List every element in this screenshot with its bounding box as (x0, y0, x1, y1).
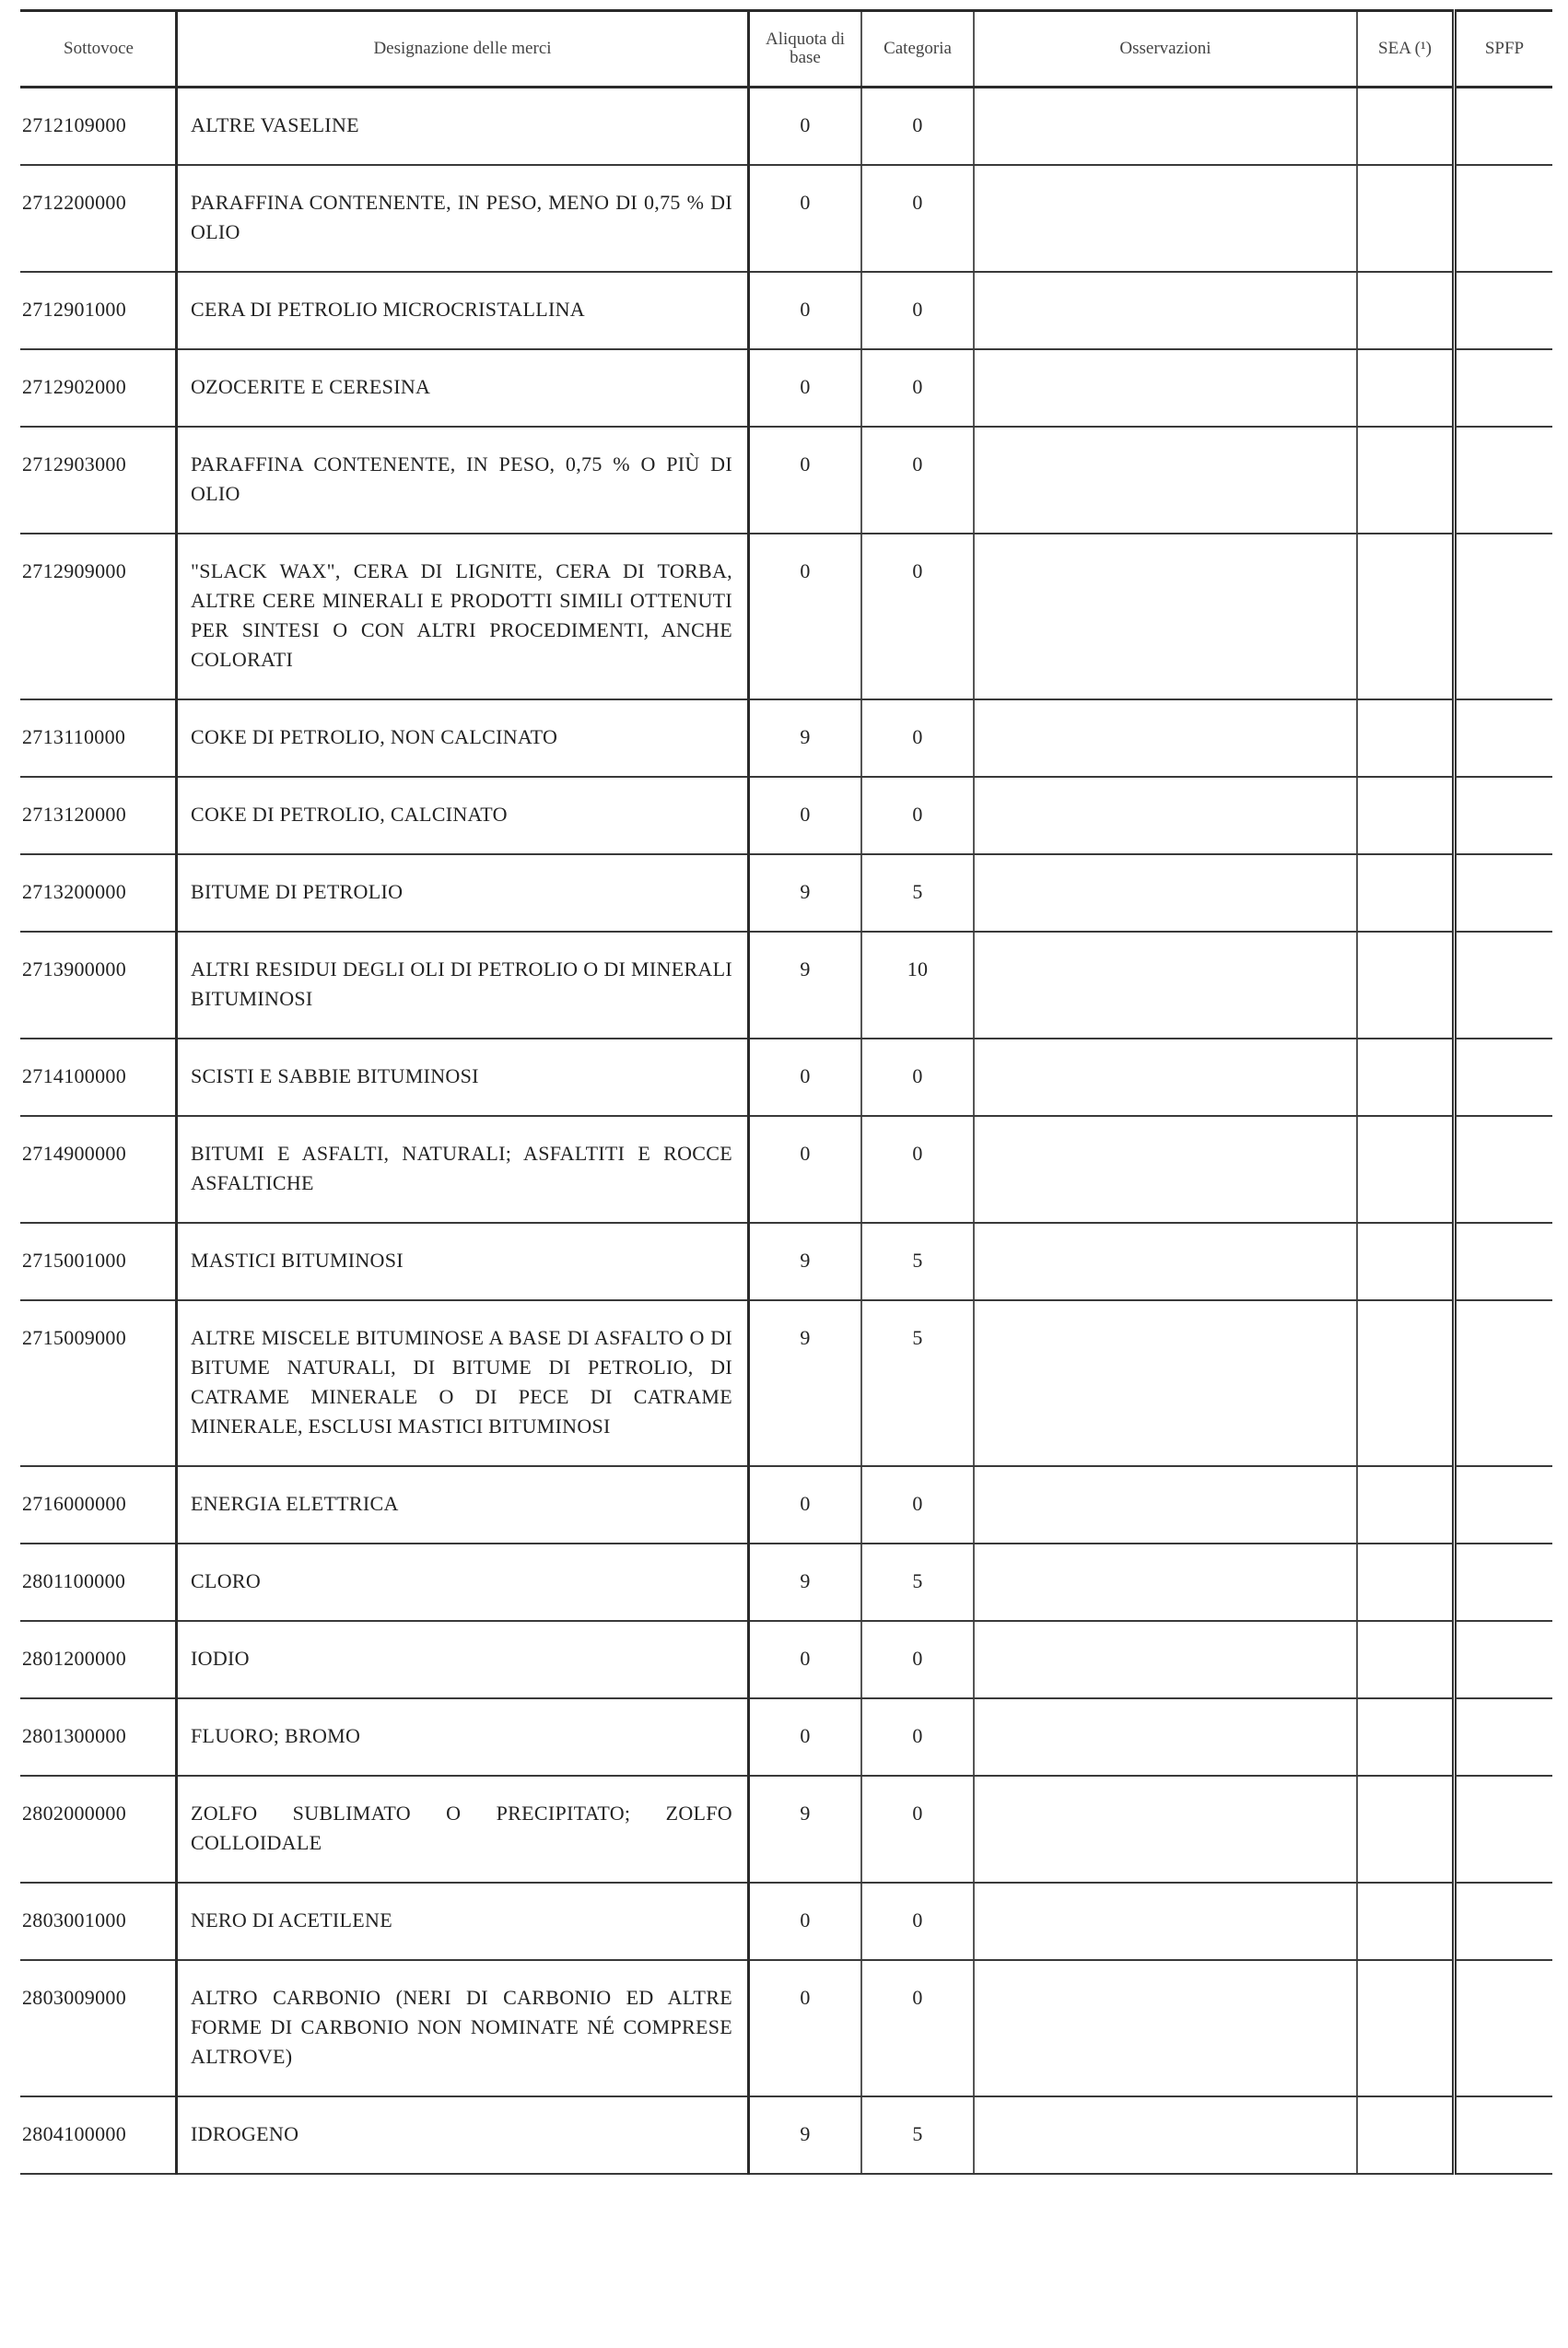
cell-category-text: 5 (912, 1249, 923, 1272)
cell-description (177, 932, 749, 1039)
cell-category (861, 165, 974, 272)
table-body (20, 88, 1552, 2175)
cell-description (177, 1116, 749, 1223)
cell-category (861, 1223, 974, 1300)
cell-spfp (1455, 349, 1553, 427)
cell-code-text: 2713110000 (22, 725, 126, 748)
cell-spfp (1455, 1116, 1553, 1223)
cell-spfp (1455, 1776, 1553, 1883)
cell-sea (1357, 1698, 1455, 1776)
cell-base-rate-text: 0 (800, 375, 811, 398)
cell-sea (1357, 1883, 1455, 1960)
cell-description-text: COKE DI PETROLIO, NON CALCINATO (191, 725, 558, 748)
cell-description (177, 534, 749, 699)
cell-remarks (974, 349, 1357, 427)
cell-sea (1357, 1116, 1455, 1223)
cell-description-text: ZOLFO SUBLIMATO O PRECIPITATO; ZOLFO COLLOIDALE (191, 1802, 732, 1854)
cell-sea (1357, 1223, 1455, 1300)
cell-description-text: PARAFFINA CONTENENTE, IN PESO, 0,75 % O PIÙ DI OLIO (191, 452, 732, 505)
cell-base-rate (749, 1776, 862, 1883)
cell-description (177, 1776, 749, 1883)
cell-category-text: 0 (912, 1802, 923, 1825)
cell-remarks (974, 699, 1357, 777)
cell-code-text: 2801300000 (22, 1724, 126, 1747)
cell-code-text: 2713120000 (22, 803, 126, 826)
cell-code-text: 2714100000 (22, 1064, 126, 1087)
table-row (20, 1300, 1552, 1466)
cell-base-rate (749, 854, 862, 932)
cell-code-text: 2712200000 (22, 191, 126, 214)
cell-description-text: FLUORO; BROMO (191, 1724, 361, 1747)
cell-base-rate (749, 1223, 862, 1300)
cell-remarks (974, 854, 1357, 932)
table-row (20, 1698, 1552, 1776)
cell-code-text: 2803009000 (22, 1986, 126, 2009)
cell-spfp (1455, 165, 1553, 272)
cell-description (177, 88, 749, 166)
cell-remarks (974, 1300, 1357, 1466)
cell-description-text: "SLACK WAX", CERA DI LIGNITE, CERA DI TORBA, ALTRE CERE MINERALI E PRODOTTI SIMILI OTTENUTI PER SINTESI O CON ALTRI PROCEDIMENTI, ANCHE COLORATI (191, 559, 732, 671)
cell-code (20, 1466, 177, 1544)
cell-category (861, 88, 974, 166)
cell-base-rate-text: 0 (800, 559, 811, 582)
tariff-table (20, 9, 1552, 2175)
cell-sea (1357, 1544, 1455, 1621)
cell-description-text: CERA DI PETROLIO MICROCRISTALLINA (191, 298, 585, 321)
cell-remarks (974, 534, 1357, 699)
cell-code-text: 2712109000 (22, 113, 126, 136)
cell-category (861, 1621, 974, 1698)
cell-spfp (1455, 932, 1553, 1039)
header-spfp: SPFP (1455, 11, 1553, 88)
cell-description (177, 272, 749, 349)
cell-category (861, 1466, 974, 1544)
cell-code-text: 2713900000 (22, 957, 126, 980)
cell-remarks (974, 1116, 1357, 1223)
cell-description-text: ALTRE VASELINE (191, 113, 359, 136)
cell-code-text: 2713200000 (22, 880, 126, 903)
cell-category-text: 0 (912, 1647, 923, 1670)
cell-base-rate-text: 0 (800, 452, 811, 475)
cell-code (20, 777, 177, 854)
cell-description-text: IODIO (191, 1647, 250, 1670)
cell-category-text: 0 (912, 1064, 923, 1087)
cell-sea (1357, 1621, 1455, 1698)
cell-description-text: IDROGENO (191, 2122, 299, 2145)
cell-code (20, 699, 177, 777)
cell-description (177, 1223, 749, 1300)
cell-spfp (1455, 272, 1553, 349)
cell-code-text: 2801200000 (22, 1647, 126, 1670)
cell-base-rate (749, 534, 862, 699)
cell-base-rate (749, 427, 862, 534)
cell-category-text: 5 (912, 1326, 923, 1349)
cell-remarks (974, 1776, 1357, 1883)
table-row (20, 1544, 1552, 1621)
cell-category (861, 1698, 974, 1776)
cell-code (20, 427, 177, 534)
cell-spfp (1455, 777, 1553, 854)
cell-description-text: NERO DI ACETILENE (191, 1908, 392, 1931)
cell-base-rate-text: 9 (800, 725, 811, 748)
cell-base-rate (749, 1883, 862, 1960)
cell-remarks (974, 932, 1357, 1039)
cell-description (177, 1466, 749, 1544)
table-row (20, 777, 1552, 854)
cell-base-rate (749, 1466, 862, 1544)
cell-code (20, 88, 177, 166)
table-row (20, 699, 1552, 777)
cell-remarks (974, 427, 1357, 534)
cell-code-text: 2804100000 (22, 2122, 126, 2145)
cell-spfp (1455, 534, 1553, 699)
cell-base-rate-text: 0 (800, 1986, 811, 2009)
table-row (20, 854, 1552, 932)
header-remarks: Osservazioni (974, 11, 1357, 88)
cell-category-text: 10 (907, 957, 929, 980)
cell-description (177, 2096, 749, 2174)
cell-code (20, 1698, 177, 1776)
table-row (20, 534, 1552, 699)
cell-category (861, 854, 974, 932)
cell-category (861, 1300, 974, 1466)
cell-code-text: 2716000000 (22, 1492, 126, 1515)
cell-category-text: 0 (912, 1908, 923, 1931)
cell-description (177, 699, 749, 777)
cell-base-rate (749, 88, 862, 166)
cell-sea (1357, 272, 1455, 349)
cell-base-rate (749, 1544, 862, 1621)
cell-sea (1357, 349, 1455, 427)
cell-spfp (1455, 2096, 1553, 2174)
table-row (20, 272, 1552, 349)
table-header-row (20, 11, 1552, 88)
cell-base-rate-text: 9 (800, 1249, 811, 1272)
cell-base-rate (749, 1039, 862, 1116)
cell-sea (1357, 777, 1455, 854)
cell-category-text: 0 (912, 1142, 923, 1165)
cell-code (20, 165, 177, 272)
cell-base-rate-text: 0 (800, 1492, 811, 1515)
cell-code (20, 1223, 177, 1300)
header-description: Designazione delle merci (177, 11, 749, 88)
cell-remarks (974, 1621, 1357, 1698)
cell-description (177, 854, 749, 932)
cell-code (20, 534, 177, 699)
table-row (20, 1116, 1552, 1223)
cell-sea (1357, 932, 1455, 1039)
cell-base-rate-text: 9 (800, 1326, 811, 1349)
header-category: Categoria (861, 11, 974, 88)
cell-description (177, 1544, 749, 1621)
cell-description-text: SCISTI E SABBIE BITUMINOSI (191, 1064, 479, 1087)
cell-description (177, 1039, 749, 1116)
cell-description-text: COKE DI PETROLIO, CALCINATO (191, 803, 508, 826)
table-row (20, 349, 1552, 427)
cell-category (861, 1960, 974, 2096)
table-row (20, 1883, 1552, 1960)
cell-base-rate-text: 0 (800, 1064, 811, 1087)
cell-base-rate-text: 0 (800, 1724, 811, 1747)
cell-category-text: 0 (912, 1724, 923, 1747)
cell-spfp (1455, 1883, 1553, 1960)
cell-code-text: 2712901000 (22, 298, 126, 321)
cell-code (20, 1544, 177, 1621)
cell-code-text: 2803001000 (22, 1908, 126, 1931)
cell-category (861, 272, 974, 349)
cell-base-rate (749, 1698, 862, 1776)
cell-category-text: 0 (912, 803, 923, 826)
cell-base-rate (749, 2096, 862, 2174)
cell-description-text: CLORO (191, 1569, 262, 1592)
cell-base-rate (749, 1300, 862, 1466)
cell-base-rate-text: 9 (800, 957, 811, 980)
cell-category (861, 1039, 974, 1116)
cell-code (20, 932, 177, 1039)
cell-base-rate-text: 0 (800, 803, 811, 826)
cell-description (177, 1883, 749, 1960)
cell-description-text: ALTRI RESIDUI DEGLI OLI DI PETROLIO O DI MINERALI BITUMINOSI (191, 957, 732, 1010)
cell-category-text: 5 (912, 2122, 923, 2145)
cell-category (861, 1116, 974, 1223)
cell-category-text: 0 (912, 191, 923, 214)
cell-category-text: 0 (912, 1492, 923, 1515)
cell-base-rate-text: 9 (800, 2122, 811, 2145)
cell-remarks (974, 272, 1357, 349)
cell-category-text: 0 (912, 559, 923, 582)
cell-remarks (974, 88, 1357, 166)
cell-remarks (974, 2096, 1357, 2174)
cell-category-text: 0 (912, 725, 923, 748)
cell-category (861, 427, 974, 534)
cell-base-rate (749, 699, 862, 777)
cell-code-text: 2801100000 (22, 1569, 126, 1592)
table-row (20, 427, 1552, 534)
header-base-rate: Aliquota di base (749, 11, 862, 88)
cell-description-text: PARAFFINA CONTENENTE, IN PESO, MENO DI 0,75 % DI OLIO (191, 191, 732, 243)
cell-code-text: 2715001000 (22, 1249, 126, 1272)
cell-code (20, 349, 177, 427)
cell-category (861, 2096, 974, 2174)
cell-base-rate (749, 777, 862, 854)
cell-remarks (974, 1223, 1357, 1300)
cell-description-text: ALTRO CARBONIO (NERI DI CARBONIO ED ALTRE FORME DI CARBONIO NON NOMINATE NÉ COMPRESE ALTROVE) (191, 1986, 732, 2068)
cell-description-text: ENERGIA ELETTRICA (191, 1492, 399, 1515)
cell-category (861, 777, 974, 854)
cell-code (20, 854, 177, 932)
cell-base-rate (749, 165, 862, 272)
cell-sea (1357, 1776, 1455, 1883)
cell-sea (1357, 534, 1455, 699)
cell-base-rate-text: 0 (800, 1908, 811, 1931)
cell-base-rate-text: 9 (800, 1569, 811, 1592)
cell-remarks (974, 1466, 1357, 1544)
cell-category-text: 0 (912, 452, 923, 475)
cell-code (20, 272, 177, 349)
cell-code (20, 1621, 177, 1698)
cell-code (20, 1300, 177, 1466)
cell-remarks (974, 777, 1357, 854)
cell-category-text: 5 (912, 1569, 923, 1592)
cell-spfp (1455, 1698, 1553, 1776)
cell-base-rate (749, 1116, 862, 1223)
cell-base-rate-text: 0 (800, 1142, 811, 1165)
cell-remarks (974, 165, 1357, 272)
cell-code-text: 2714900000 (22, 1142, 126, 1165)
table-row (20, 1776, 1552, 1883)
cell-code-text: 2802000000 (22, 1802, 126, 1825)
cell-description-text: BITUMI E ASFALTI, NATURALI; ASFALTITI E ROCCE ASFALTICHE (191, 1142, 732, 1194)
cell-spfp (1455, 1544, 1553, 1621)
cell-code-text: 2712903000 (22, 452, 126, 475)
cell-sea (1357, 427, 1455, 534)
cell-category (861, 1776, 974, 1883)
table-row (20, 932, 1552, 1039)
cell-description (177, 1698, 749, 1776)
table-row (20, 1960, 1552, 2096)
tariff-table-page (20, 9, 1550, 2175)
cell-sea (1357, 1300, 1455, 1466)
cell-sea (1357, 165, 1455, 272)
cell-category (861, 349, 974, 427)
cell-base-rate-text: 9 (800, 1802, 811, 1825)
cell-description (177, 1300, 749, 1466)
cell-remarks (974, 1544, 1357, 1621)
cell-category (861, 1544, 974, 1621)
cell-spfp (1455, 1039, 1553, 1116)
cell-base-rate (749, 932, 862, 1039)
cell-base-rate (749, 1960, 862, 2096)
cell-code (20, 1776, 177, 1883)
cell-spfp (1455, 1300, 1553, 1466)
cell-base-rate-text: 0 (800, 1647, 811, 1670)
cell-code-text: 2712909000 (22, 559, 126, 582)
table-row (20, 88, 1552, 166)
cell-spfp (1455, 1466, 1553, 1544)
table-row (20, 1621, 1552, 1698)
cell-remarks (974, 1039, 1357, 1116)
cell-description (177, 1960, 749, 2096)
cell-base-rate (749, 1621, 862, 1698)
cell-category-text: 0 (912, 298, 923, 321)
table-row (20, 2096, 1552, 2174)
table-row (20, 165, 1552, 272)
cell-sea (1357, 1466, 1455, 1544)
cell-base-rate (749, 272, 862, 349)
cell-base-rate (749, 349, 862, 427)
cell-base-rate-text: 0 (800, 298, 811, 321)
table-row (20, 1223, 1552, 1300)
cell-spfp (1455, 1223, 1553, 1300)
table-row (20, 1466, 1552, 1544)
cell-description (177, 349, 749, 427)
cell-code (20, 2096, 177, 2174)
cell-category (861, 1883, 974, 1960)
cell-sea (1357, 88, 1455, 166)
cell-sea (1357, 854, 1455, 932)
cell-code-text: 2715009000 (22, 1326, 126, 1349)
cell-sea (1357, 699, 1455, 777)
cell-description (177, 165, 749, 272)
cell-code (20, 1039, 177, 1116)
cell-spfp (1455, 88, 1553, 166)
cell-category (861, 534, 974, 699)
cell-remarks (974, 1698, 1357, 1776)
header-code: Sottovoce (20, 11, 177, 88)
cell-sea (1357, 1039, 1455, 1116)
cell-description-text: MASTICI BITUMINOSI (191, 1249, 404, 1272)
cell-spfp (1455, 854, 1553, 932)
cell-base-rate-text: 0 (800, 113, 811, 136)
cell-category (861, 932, 974, 1039)
cell-code (20, 1960, 177, 2096)
cell-description (177, 427, 749, 534)
cell-category-text: 0 (912, 113, 923, 136)
cell-description-text: BITUME DI PETROLIO (191, 880, 404, 903)
cell-description (177, 777, 749, 854)
cell-spfp (1455, 1621, 1553, 1698)
cell-base-rate-text: 9 (800, 880, 811, 903)
cell-description-text: ALTRE MISCELE BITUMINOSE A BASE DI ASFALTO O DI BITUME NATURALI, DI BITUME DI PETROLIO, DI CATRAME MINERALE O DI PECE DI CATRAME MINERALE, ESCLUSI MASTICI BITUMINOSI (191, 1326, 732, 1438)
header-sea: SEA (¹) (1357, 11, 1455, 88)
cell-code-text: 2712902000 (22, 375, 126, 398)
cell-spfp (1455, 427, 1553, 534)
cell-code (20, 1116, 177, 1223)
cell-spfp (1455, 699, 1553, 777)
cell-remarks (974, 1883, 1357, 1960)
cell-code (20, 1883, 177, 1960)
cell-remarks (974, 1960, 1357, 2096)
cell-sea (1357, 2096, 1455, 2174)
cell-category-text: 0 (912, 375, 923, 398)
cell-description-text: OZOCERITE E CERESINA (191, 375, 431, 398)
cell-base-rate-text: 0 (800, 191, 811, 214)
table-row (20, 1039, 1552, 1116)
cell-category (861, 699, 974, 777)
cell-description (177, 1621, 749, 1698)
cell-category-text: 5 (912, 880, 923, 903)
cell-category-text: 0 (912, 1986, 923, 2009)
cell-spfp (1455, 1960, 1553, 2096)
cell-sea (1357, 1960, 1455, 2096)
